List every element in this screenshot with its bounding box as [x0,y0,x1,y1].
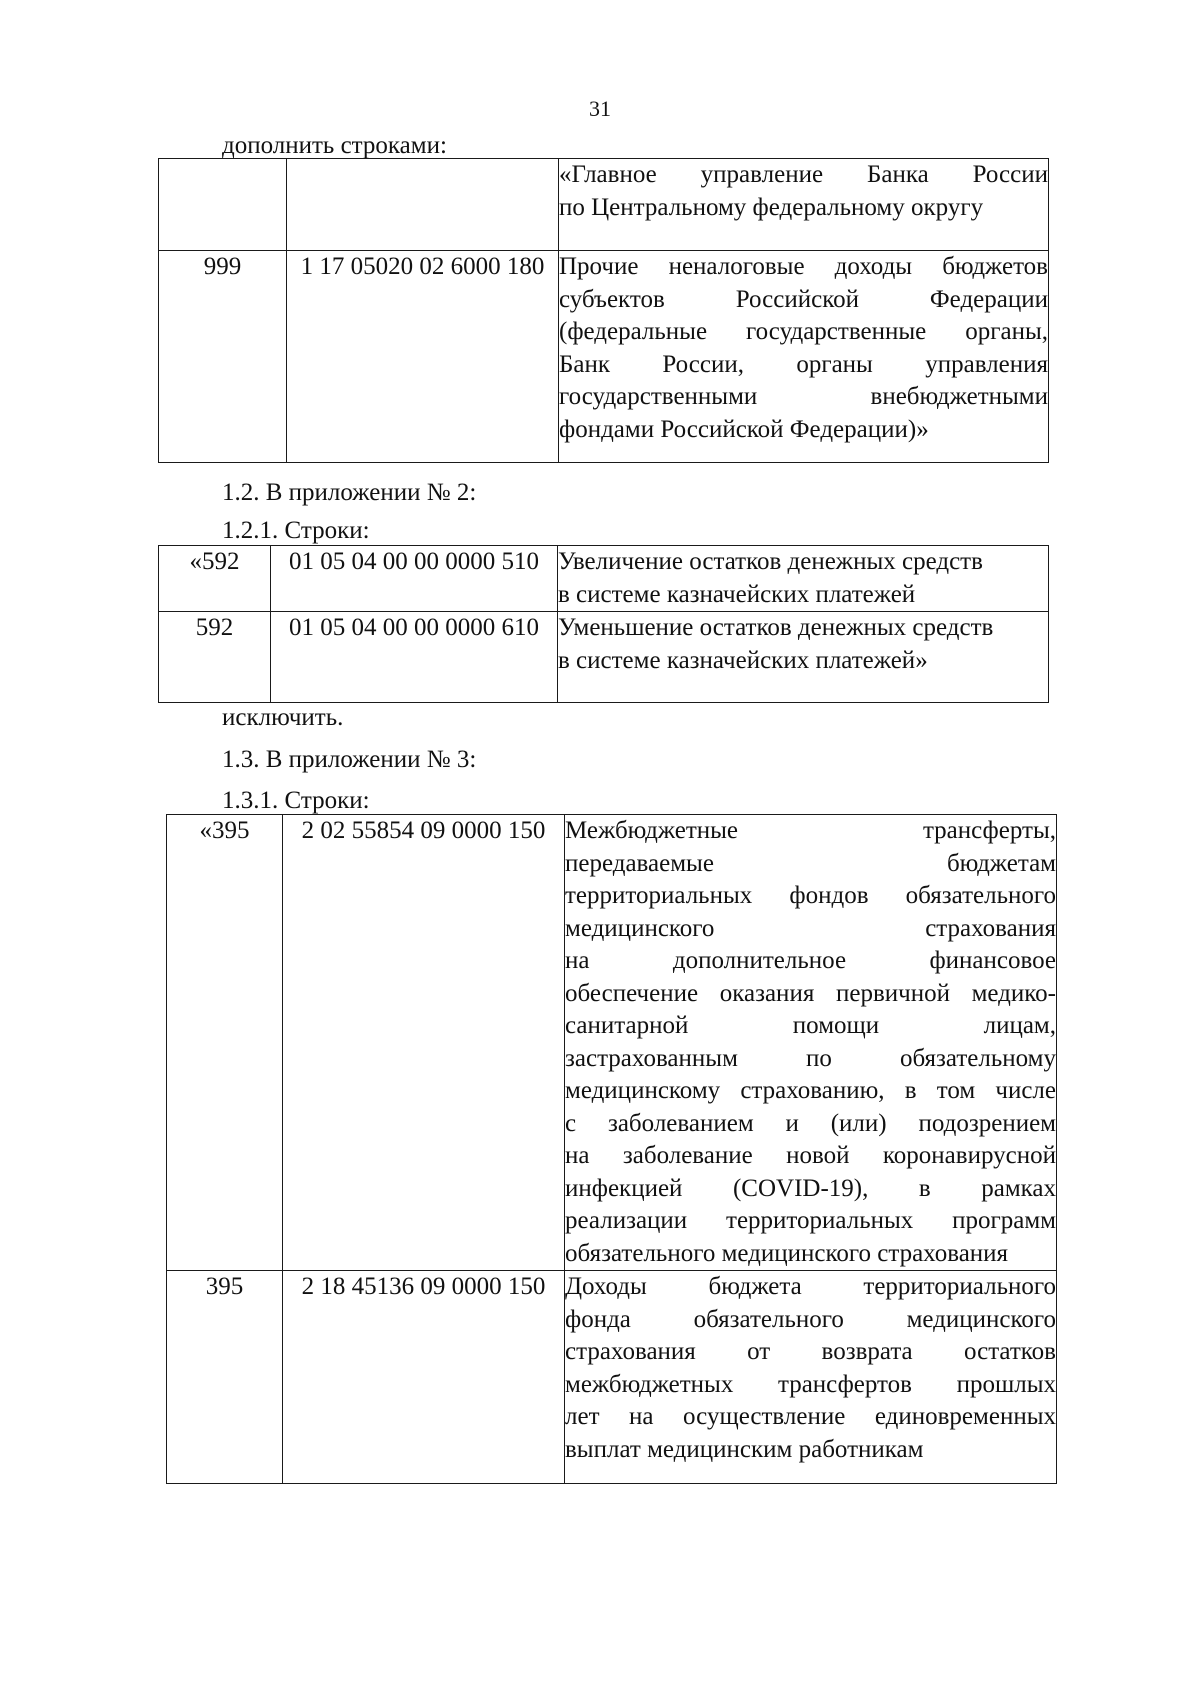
description-line: застрахованным по обязательному [565,1044,1056,1072]
description-line: Прочие неналоговые доходы бюджетов [559,253,1048,280]
description-line: государственными внебюджетными [559,383,1048,410]
description-line: Банк России, органы управления [559,350,1048,378]
description-line: на заболевание новой коронавирусной [565,1142,1056,1169]
description-line: субъектов Российской Федерации [559,285,1048,313]
exclude-text: исключить. [222,704,344,731]
description-line: обеспечение оказания первичной медико- [565,979,1056,1007]
description-line: инфекцией (COVID-19), в рамках [565,1174,1056,1202]
kbk-cell [287,159,559,251]
table-row [159,251,1049,463]
description-line: лет на осуществление единовременных [565,1403,1056,1430]
kbk-cell: 01 05 04 00 00 0000 610 [271,612,558,703]
code-cell: 592 [159,612,271,703]
description-line: по Центральному федеральному округу [559,193,984,221]
page-number: 31 [589,96,611,121]
table-row [159,612,1049,703]
table-row [167,1271,1057,1484]
table-row [159,159,1049,251]
description-line: (федеральные государственные органы, [559,318,1048,345]
code-cell [159,159,287,251]
table-3 [166,814,1057,1484]
description-line: выплат медицинским работникам [565,1435,924,1463]
description-line: с заболеванием и (или) подозрением [565,1109,1056,1137]
description-line: Межбюджетные трансферты, [565,817,1056,844]
description-line: санитарной помощи лицам, [565,1012,1056,1039]
section-heading: 1.2. В приложении № 2: [222,479,477,506]
description-cell [565,1271,1057,1484]
subsection-heading: 1.3.1. Строки: [222,787,370,814]
description-line: Увеличение остатков денежных средств [558,548,983,575]
description-line: медицинского страхования [565,914,1056,942]
description-line: «Главное управление Банка России [559,161,1048,188]
description-line: в системе казначейских платежей» [558,646,928,674]
table-row [167,815,1057,1271]
description-line: фонда обязательного медицинского [565,1305,1056,1333]
description-line: фондами Российской Федерации)» [559,415,929,443]
table-2 [158,545,1049,703]
description-line: обязательного медицинского страхования [565,1239,1009,1267]
description-line: территориальных фондов обязательного [565,882,1056,909]
subsection-heading: 1.2.1. Строки: [222,517,370,544]
description-line: передаваемые бюджетам [565,849,1056,877]
section-heading: 1.3. В приложении № 3: [222,746,477,773]
description-line: в системе казначейских платежей [558,580,916,608]
table-1 [158,158,1049,463]
description-line: Уменьшение остатков денежных средств [558,614,994,641]
description-cell [558,612,1049,703]
description-cell [565,815,1057,1271]
code-cell: «395 [167,815,283,1271]
kbk-cell: 2 02 55854 09 0000 150 [283,815,565,1271]
intro-text: дополнить строками: [222,132,447,159]
kbk-cell: 2 18 45136 09 0000 150 [283,1271,565,1484]
description-line: страхования от возврата остатков [565,1338,1056,1365]
code-cell: 999 [159,251,287,463]
description-line: межбюджетных трансфертов прошлых [565,1370,1056,1398]
kbk-cell: 01 05 04 00 00 0000 510 [271,546,558,612]
kbk-cell: 1 17 05020 02 6000 180 [287,251,559,463]
code-cell: «592 [159,546,271,612]
description-cell [559,159,1049,251]
description-line: реализации территориальных программ [565,1207,1056,1234]
description-line: Доходы бюджета территориального [565,1273,1056,1300]
description-line: медицинскому страхованию, в том числе [565,1077,1056,1104]
description-line: на дополнительное финансовое [565,947,1056,974]
table-row [159,546,1049,612]
description-cell [559,251,1049,463]
code-cell: 395 [167,1271,283,1484]
description-cell [558,546,1049,612]
